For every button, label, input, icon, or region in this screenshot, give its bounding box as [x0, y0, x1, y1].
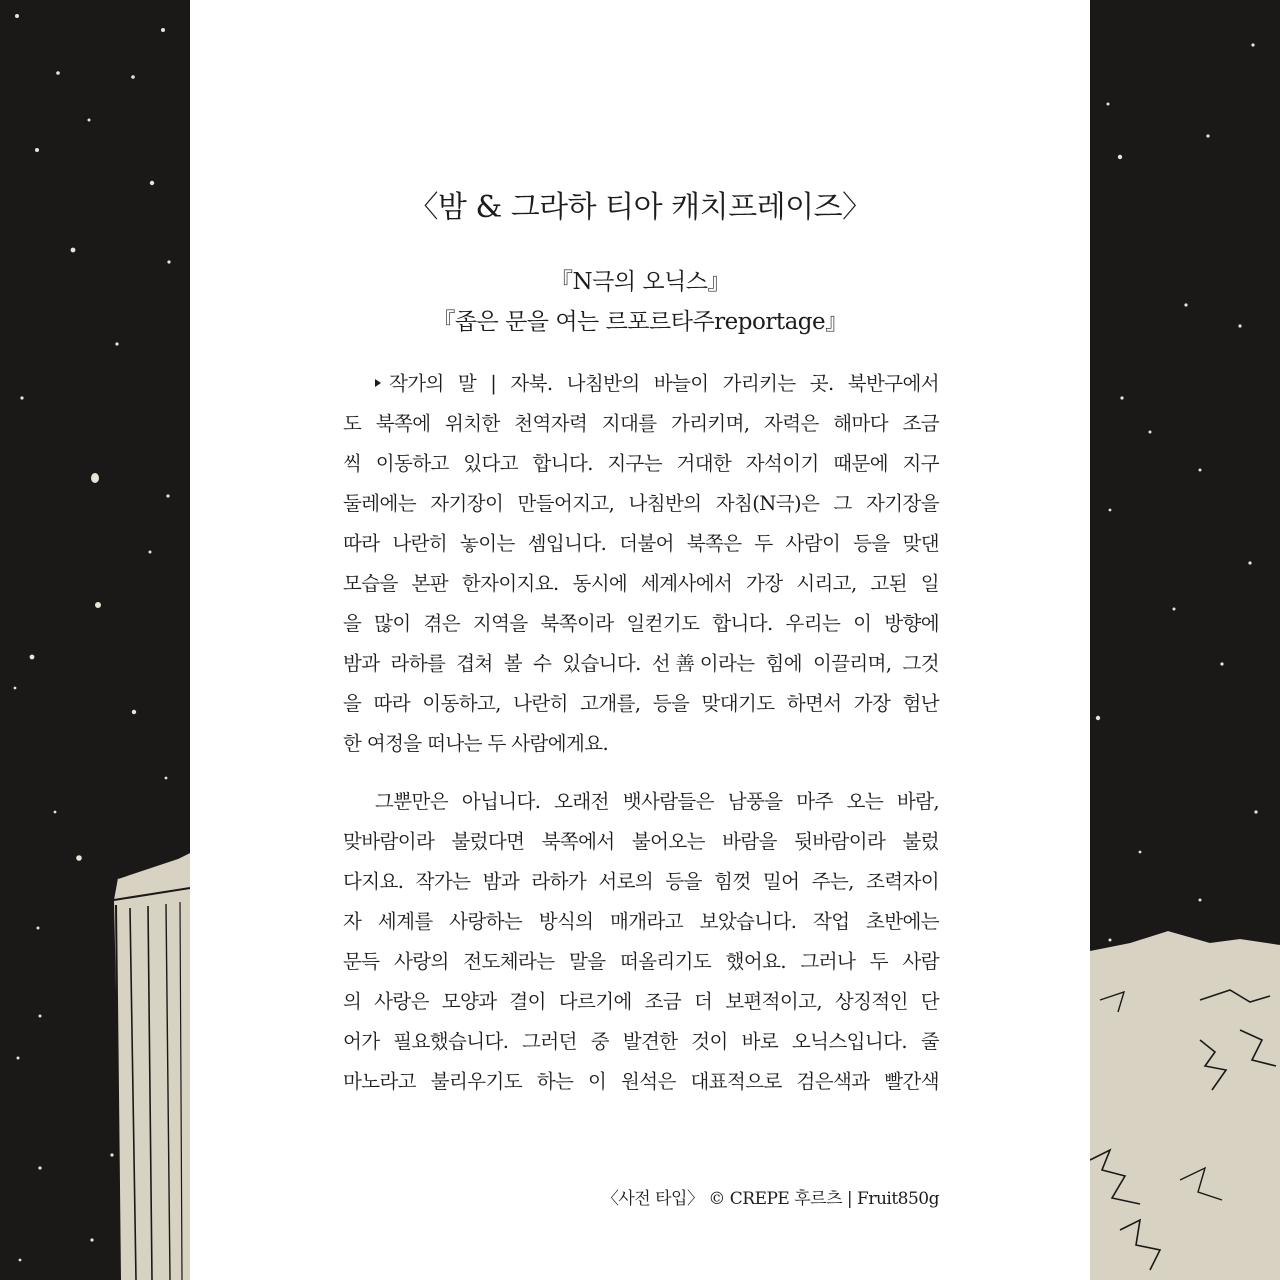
triangle-bullet-icon	[375, 379, 381, 387]
paragraph-line: 어가 필요했습니다. 그러던 중 발견한 것이 바로 오닉스입니다. 줄	[343, 1030, 939, 1053]
paragraph-line: 마노라고 불리우기도 하는 이 원석은 대표적으로 검은색과 빨간색	[343, 1070, 939, 1093]
paragraph-line: 씩 이동하고 있다고 합니다. 지구는 거대한 자석이기 때문에 지구	[343, 452, 939, 475]
paragraph-line: 의 사랑은 모양과 결이 다르기에 조금 더 보편적이고, 상징적인 단	[343, 990, 939, 1013]
text-panel	[190, 0, 1090, 1280]
paragraph-line: 을 따라 이동하고, 나란히 고개를, 등을 맞대기도 하면서 가장 험난	[343, 692, 939, 715]
paragraph-line: 자 세계를 사랑하는 방식의 매개라고 보았습니다. 작업 초반에는	[343, 910, 939, 933]
left-stack-art	[114, 852, 190, 1280]
paragraph-line	[343, 364, 939, 404]
paragraph-line: 맞바람이라 불렀다면 북쪽에서 불어오는 바람을 뒷바람이라 불렀	[343, 830, 939, 853]
right-rock-art	[1090, 930, 1280, 1280]
paragraph-line: 을 많이 겪은 지역을 북쪽이라 일컫기도 합니다. 우리는 이 방향에	[343, 612, 939, 635]
work-titles	[190, 262, 1090, 342]
paragraph-line: 밤과 라하를 겹쳐 볼 수 있습니다. 선善이라는 힘에 이끌리며, 그것	[343, 652, 939, 675]
paragraph-line: 둘레에는 자기장이 만들어지고, 나침반의 자침(N극)은 그 자기장을	[343, 492, 939, 515]
paragraph-line: 그뿐만은 아닙니다. 오래전 뱃사람들은 남풍을 마주 오는 바람,	[375, 790, 939, 813]
work-title-2: 『좁은 문을 여는 르포르타주reportage』	[432, 309, 848, 335]
paragraph-line: 모습을 본판 한자이지요. 동시에 세계사에서 가장 시리고, 고된 일	[343, 572, 939, 595]
paragraph-line: 도 북쪽에 위치한 천역자력 지대를 가리키며, 자력은 해마다 조금	[343, 412, 939, 435]
paragraph-line: 문득 사랑의 전도체라는 말을 떠올리기도 했어요. 그러나 두 사람	[343, 950, 939, 973]
paragraph-1	[343, 364, 939, 764]
paragraph-2	[343, 782, 939, 1102]
paragraph-line: 한 여정을 떠나는 두 사람에게요.	[343, 732, 609, 755]
credit-line: 〈사전 타입〉 © CREPE 후르츠 | Fruit850g	[601, 1189, 939, 1209]
paragraph-line: 따라 나란히 놓이는 셈입니다. 더불어 북쪽은 두 사람이 등을 맞댄	[343, 532, 939, 555]
paragraph-line: 다지요. 작가는 밤과 라하가 서로의 등을 힘껏 밀어 주는, 조력자이	[343, 870, 939, 893]
work-title-1: 『N극의 오닉스』	[549, 269, 731, 295]
paragraph-line-text: 작가의 말 | 자북. 나침반의 바늘이 가리키는 곳. 북반구에서	[389, 372, 939, 395]
page-title: 〈밤 & 그라하 티아 캐치프레이즈〉	[408, 190, 872, 225]
